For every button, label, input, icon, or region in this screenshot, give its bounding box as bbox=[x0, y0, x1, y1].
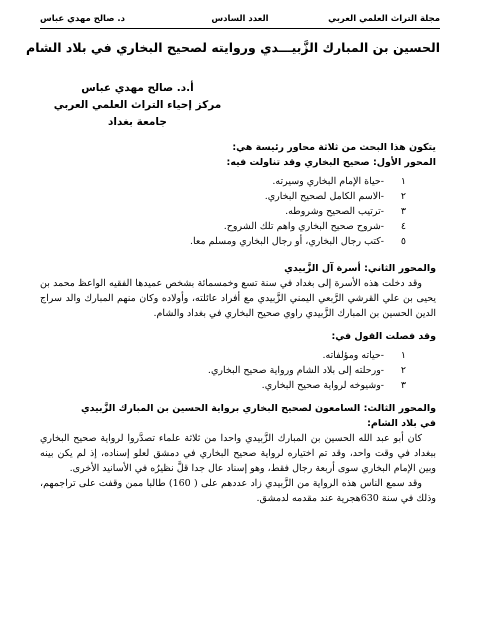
author-block bbox=[0, 80, 275, 131]
list-item: ٢ -ورحلته إلى بلاد الشام ورواية صحيح البخاري. bbox=[207, 365, 406, 376]
header-author-name: د. صالح مهدي عباس bbox=[40, 14, 125, 24]
author-affiliation: مركز إحياء التراث العلمي العربي bbox=[53, 99, 222, 111]
list-item: ٣ -ترتيب الصحيح وشروطه. bbox=[285, 206, 406, 217]
list-item: ١ -حياته ومؤلفاته. bbox=[322, 350, 406, 361]
axis2-heading: والمحور الثاني: أسرة آل الزَّبيدي bbox=[284, 263, 436, 274]
article-title: الحسين بن المبارك الزَّبيـــدي وروايته لصحيح البخاري في بلاد الشام bbox=[26, 40, 440, 55]
intro-line: يتكون هذا البحث من ثلاثة محاور رئيسة هي: bbox=[232, 142, 436, 153]
chapters-heading: وقد فصلت القول في: bbox=[331, 331, 436, 342]
list-item: ٢ -الاسم الكامل لصحيح البخاري. bbox=[264, 191, 406, 202]
axis3-heading-cont: في بلاد الشام: bbox=[367, 418, 436, 429]
list-item: ٤ -شروح صحيح البخاري واهم تلك الشروح. bbox=[223, 221, 406, 232]
axis3-paragraph-2: وقد سمع الناس هذه الرواية من الزَّبيدي زاد عددهم على ( 160) طالبا ممن وقفت على تراجمهم، وذلك في سنة 630هجرية عند مقدمه لدمشق. bbox=[40, 478, 436, 504]
list-item: ٣ -وشيوخه لرواية صحيح البخاري. bbox=[261, 380, 406, 391]
axis3-paragraph-1: كان أبو عبد الله الحسين بن المبارك الزَّبيدي واحدا من ثلاثة علماء تصدَّروا لرواية صحيح البخاري ببغداد في وقت واحد، وقد تم اختياره لرواية صحيح البخاري في دمشق لعلو إسناده، إذ لم يكن بينه وبين الإمام البخاري سوى أربعة رجال فقط، وهو إسناد عال جدا قلَّ نظيرُه في الأسانيد الأخرى. bbox=[40, 433, 436, 474]
article-body bbox=[40, 140, 436, 506]
author-name: أ.د. صالح مهدي عباس bbox=[81, 82, 194, 94]
author-university: جامعة بغداد bbox=[108, 116, 167, 128]
axis1-list bbox=[40, 174, 436, 249]
header-issue-number: العدد السادس bbox=[211, 14, 269, 24]
chapters-list bbox=[40, 348, 436, 393]
axis1-heading: المحور الأول: صحيح البخاري وقد تناولت فيه: bbox=[226, 157, 436, 168]
axis3-heading: والمحور الثالث: السامعون لصحيح البخاري برواية الحسين بن المبارك الزَّبيدي bbox=[80, 403, 436, 414]
list-item: ٥ -كتب رجال البخاري، أو رجال البخاري ومسلم معا. bbox=[190, 236, 406, 247]
header-divider bbox=[40, 28, 440, 29]
list-item: ١ -حياة الإمام البخاري وسيرته. bbox=[272, 176, 406, 187]
header-journal-name: مجلة التراث العلمي العربي bbox=[328, 14, 440, 24]
axis2-paragraph: وقد دخلت هذه الأسرة إلى بغداد في سنة تسع وخمسمائة بشخص عميدها الفقيه الواعظ محمد بن يحيى بن علي القرشي الرَّبعي اليمني الزَّبيدي مع أفراد عائلته، وأولاده وكان منهم المبارك والد سراج الدين الحسين بن المبارك الزَّبيدي راوي صحيح البخاري في بغداد والشام. bbox=[40, 278, 436, 319]
